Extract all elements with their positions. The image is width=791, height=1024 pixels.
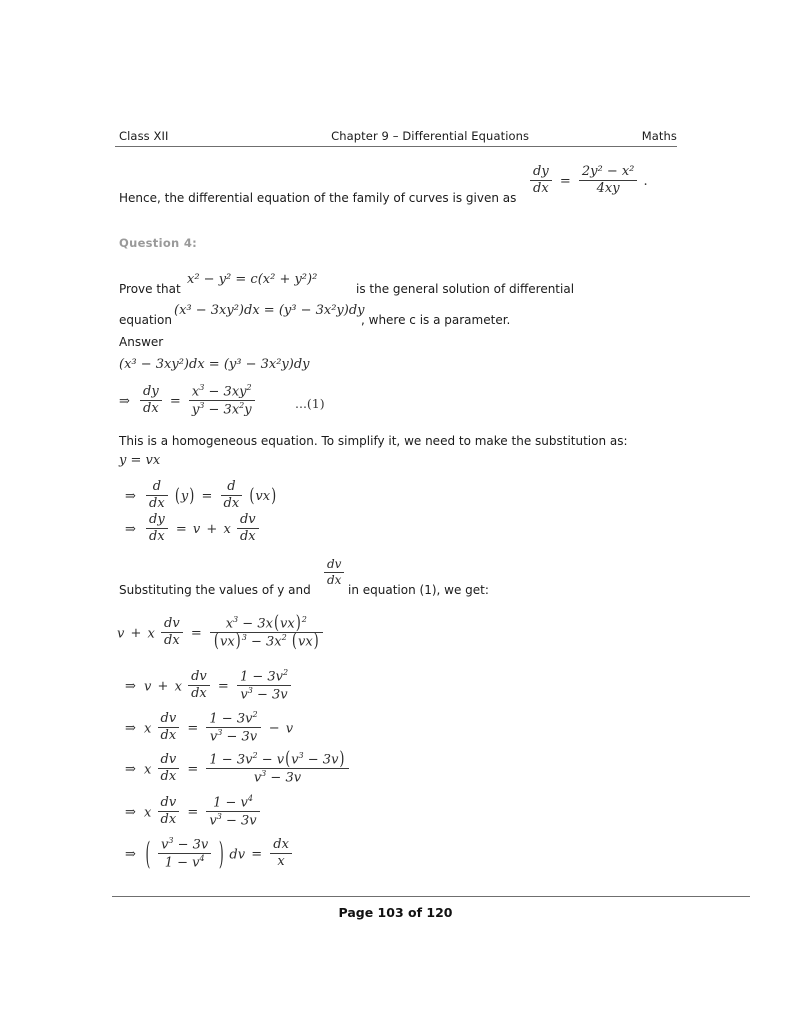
fraction-denominator: dx [160, 812, 177, 828]
fraction-numerator: 2y² − x² [579, 165, 638, 181]
fraction-denominator: dx [149, 528, 165, 544]
implies-arrow: ⇒ [125, 522, 136, 538]
prove-suffix: is the general solution of differential [356, 282, 575, 296]
fraction-denominator: dx [160, 769, 177, 785]
fraction-denominator: dx [239, 528, 256, 544]
prove-equation-text: x² − y² = c(x² + y²)² [187, 272, 318, 287]
step-7-equation [125, 709, 294, 746]
vx-term: vx [255, 489, 271, 505]
step-10-fraction [158, 837, 211, 871]
step-9-fraction [206, 795, 259, 829]
close-paren: ) [189, 485, 195, 508]
dx-over-x-fraction [270, 838, 292, 869]
fraction-denominator: $1 - v^4$ [164, 854, 205, 871]
fraction-numerator: $1 - 3v^2$ [206, 711, 260, 728]
dy-dx-fraction [146, 513, 168, 544]
step-6-fraction [237, 669, 291, 703]
d-dx-fraction [146, 480, 168, 511]
variable-v: v [192, 522, 201, 538]
page-header [119, 129, 677, 143]
equals-sign: = [169, 394, 181, 410]
equation-prefix: equation [119, 313, 172, 327]
fraction-numerator: $1 - v^4$ [206, 795, 259, 812]
open-paren: ( [174, 485, 180, 508]
hence-equation [528, 163, 648, 197]
plus-sign: + [157, 679, 169, 695]
variable-x: x [147, 626, 155, 642]
fraction-numerator: dv [158, 796, 180, 812]
question-equation [174, 303, 365, 318]
dv-dx-fraction [188, 670, 210, 701]
header-subject-label: Maths [641, 129, 677, 143]
hence-sentence: Hence, the differential equation of the family of curves is given as [119, 191, 517, 205]
dy-dx-fraction [140, 385, 162, 416]
minus-sign: − [268, 721, 280, 737]
equals-sign: = [559, 174, 571, 190]
substitution-text: y = vx [119, 453, 161, 468]
equals-sign: = [175, 522, 187, 538]
equation-number-1: ...(1) [295, 396, 325, 411]
step-5-fraction [210, 612, 323, 653]
step-9-equation [125, 793, 262, 830]
fraction-numerator: $x^3 - 3xy^2$ [189, 384, 255, 401]
equals-sign: = [187, 762, 199, 778]
prove-prefix: Prove that [119, 282, 181, 296]
step-8-fraction [206, 748, 348, 786]
variable-x: x [144, 805, 152, 821]
fraction-denominator: dx [327, 572, 342, 587]
question-label: Question 4: [119, 236, 198, 250]
open-paren: ( [145, 836, 151, 872]
fraction-denominator: dx [533, 180, 549, 196]
header-class-label: Class XII [119, 129, 169, 143]
fraction-numerator: dy [530, 165, 552, 181]
fraction-numerator: dv [237, 513, 259, 529]
fraction-denominator: $v^3 - 3v$ [253, 769, 302, 786]
step-5-equation [117, 612, 325, 653]
step-2-equation [119, 382, 257, 419]
implies-arrow: ⇒ [125, 489, 136, 505]
step-6-equation [125, 667, 293, 704]
implies-arrow: ⇒ [125, 805, 136, 821]
dv-dx-fraction [161, 617, 183, 648]
variable-v: v [144, 679, 152, 695]
step-4-equation [125, 511, 261, 545]
variable-v: v [117, 626, 125, 642]
step-2-rhs-fraction [189, 384, 255, 418]
fraction-numerator: $1 - 3v^2 - v(v^3 - 3v)$ [206, 752, 348, 769]
fraction-denominator: dx [164, 633, 180, 649]
header-divider [115, 146, 677, 147]
homogeneous-sentence: This is a homogeneous equation. To simplify it, we need to make the substitution as: [119, 434, 628, 448]
fraction-numerator: dv [324, 558, 344, 573]
dv-dx-fraction [158, 796, 180, 827]
open-paren: ( [249, 485, 255, 508]
step-8-equation [125, 748, 351, 787]
implies-arrow: ⇒ [125, 847, 136, 863]
close-paren: ) [271, 485, 277, 508]
footer-page-number: Page 103 of 120 [338, 905, 453, 920]
fraction-denominator: 4xy [596, 180, 620, 196]
dv-dx-fraction [158, 753, 180, 784]
dy-dx-fraction [530, 165, 552, 196]
fraction-denominator: $(vx)^3 - 3x^2$ (vx) [213, 630, 319, 653]
equals-sign: = [201, 489, 213, 505]
fraction-numerator: dv [161, 617, 183, 633]
substituting-dv-dx [322, 556, 346, 588]
fraction-denominator: $v^3 - 3v$ [209, 728, 258, 745]
footer-divider [112, 896, 750, 897]
fraction-numerator: $v^3 - 3v$ [158, 837, 211, 854]
variable-y: y [180, 489, 189, 505]
step-10-equation [125, 835, 294, 872]
substitution-equation [119, 453, 160, 468]
fraction-denominator: $y^3 - 3x^2y$ [191, 401, 252, 418]
step-1-equation [119, 357, 310, 372]
dv-dx-fraction [158, 712, 180, 743]
equation-suffix: , where c is a parameter. [361, 313, 511, 327]
prove-equation [187, 272, 317, 287]
header-chapter-title: Chapter 9 – Differential Equations [331, 129, 530, 143]
variable-v: v [285, 721, 294, 737]
dv-term: dv [229, 847, 246, 863]
fraction-numerator: d [146, 480, 168, 496]
step-7-fraction [206, 711, 260, 745]
equals-sign: = [187, 805, 199, 821]
implies-arrow: ⇒ [125, 679, 136, 695]
fraction-numerator: $x^3 - 3x(vx)^2$ [210, 616, 323, 633]
fraction-denominator: $v^3 - 3v$ [240, 686, 288, 703]
fraction-denominator: dx [223, 495, 240, 511]
fraction-numerator: dv [188, 670, 210, 686]
plus-sign: + [206, 522, 218, 538]
equals-sign: = [217, 679, 229, 695]
dv-dx-fraction [237, 513, 259, 544]
substituting-prefix: Substituting the values of y and [119, 583, 311, 597]
equals-sign: = [190, 626, 202, 642]
close-paren: ) [218, 836, 224, 872]
step-3-equation [125, 478, 277, 512]
step-1-text: (x³ − 3xy²)dx = (y³ − 3x²y)dy [119, 357, 310, 372]
fraction-denominator: x [277, 854, 285, 870]
fraction-denominator: dx [143, 401, 159, 417]
fraction-numerator: dy [140, 385, 162, 401]
substituting-suffix: in equation (1), we get: [348, 583, 489, 597]
d-dx-fraction [221, 480, 243, 511]
fraction-denominator: dx [160, 728, 177, 744]
rhs-fraction [579, 165, 638, 196]
fraction-numerator: dx [270, 838, 292, 854]
fraction-denominator: dx [149, 495, 165, 511]
question-equation-text: (x³ − 3xy²)dx = (y³ − 3x²y)dy [174, 303, 365, 318]
implies-arrow: ⇒ [119, 394, 130, 410]
fraction-numerator: d [221, 480, 243, 496]
equals-sign: = [187, 721, 199, 737]
fraction-denominator: $v^3 - 3v$ [209, 812, 257, 829]
dv-dx-fraction [324, 558, 344, 587]
implies-arrow: ⇒ [125, 762, 136, 778]
fraction-denominator: dx [191, 686, 207, 702]
fraction-numerator: dv [158, 753, 180, 769]
fraction-numerator: dv [158, 712, 180, 728]
equals-sign: = [251, 847, 263, 863]
implies-arrow: ⇒ [125, 721, 136, 737]
plus-sign: + [130, 626, 142, 642]
answer-label: Answer [119, 335, 164, 349]
variable-x: x [144, 721, 152, 737]
variable-x: x [223, 522, 231, 538]
fraction-numerator: $1 - 3v^2$ [237, 669, 291, 686]
trailing-period: . [643, 174, 648, 190]
fraction-numerator: dy [146, 513, 168, 529]
variable-x: x [174, 679, 182, 695]
variable-x: x [144, 762, 152, 778]
